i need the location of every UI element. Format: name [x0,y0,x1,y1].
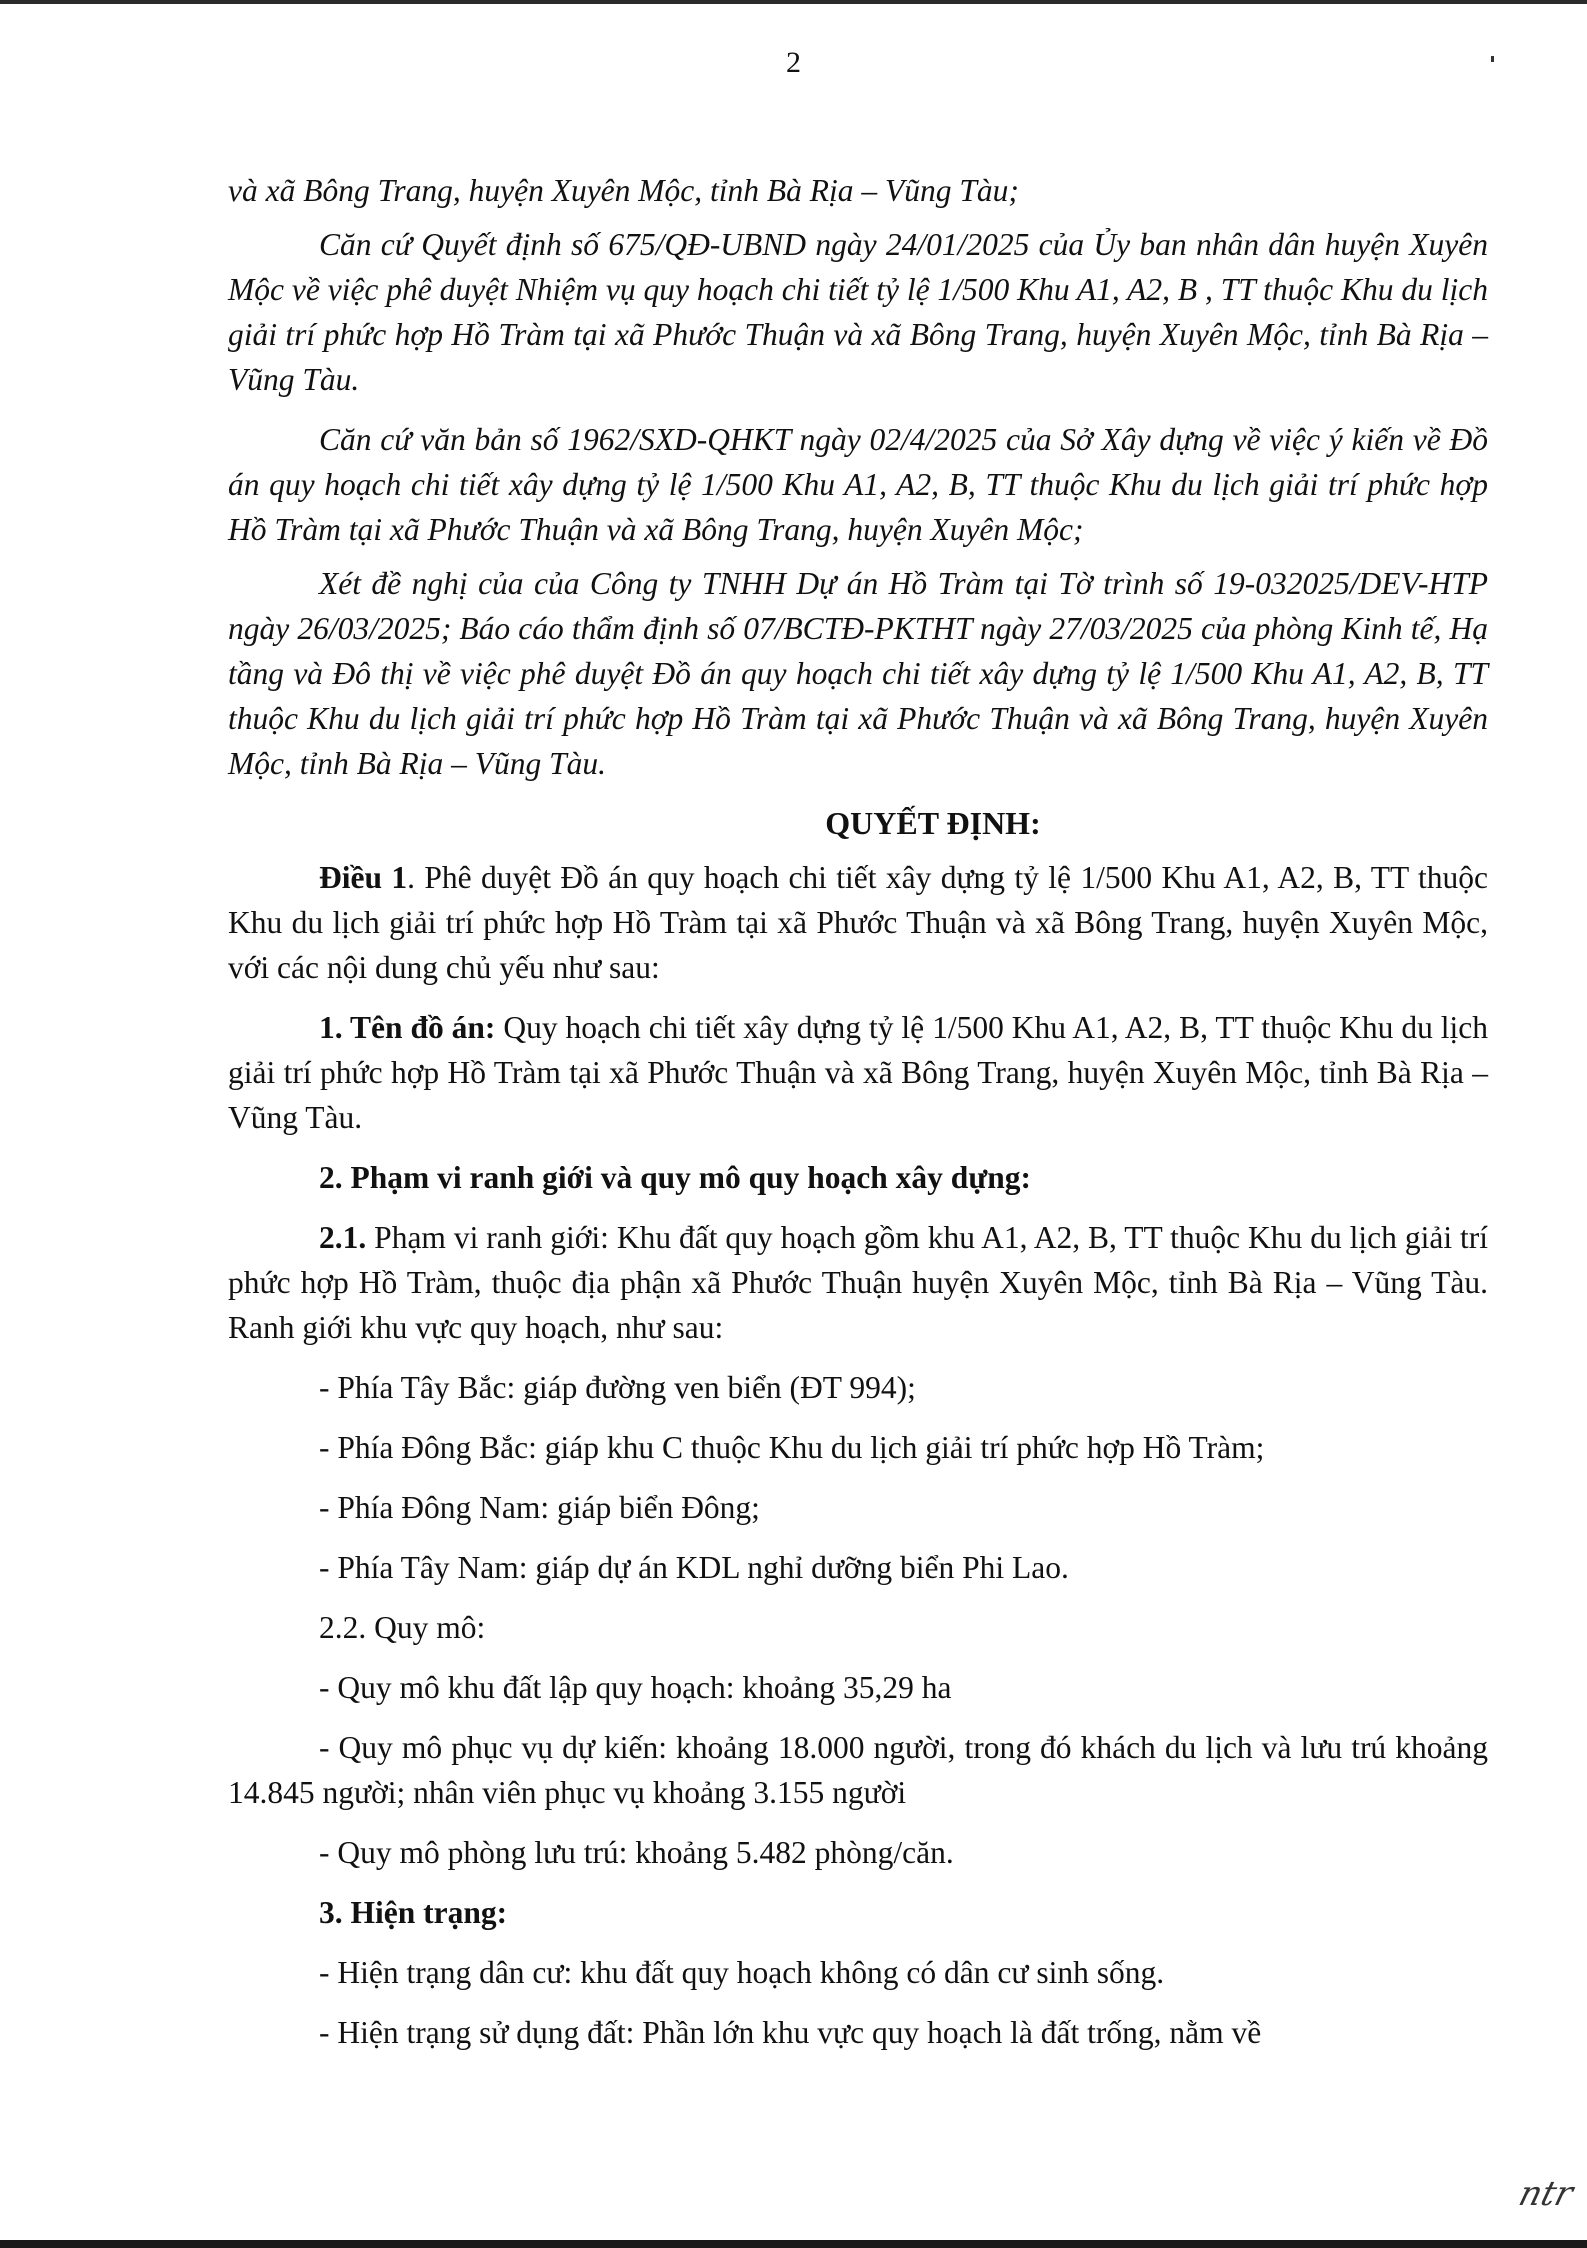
scan-speck [1491,56,1494,62]
consideration-paragraph: Xét đề nghị của của Công ty TNHH Dự án Hồ Tràm tại Tờ trình số 19-032025/DEV-HTP ngày 26/03/2025; Báo cáo thẩm định số 07/BCTĐ-PKTHT ngày 27/03/2025 của phòng Kinh tế, Hạ tầng và Đô thị về việc phê duyệt Đồ án quy hoạch chi tiết xây dựng tỷ lệ 1/500 Khu A1, A2, B, TT thuộc Khu du lịch giải trí phức hợp Hồ Tràm tại xã Phước Thuận và xã Bông Trang, huyện Xuyên Mộc, tỉnh Bà Rịa – Vũng Tàu. [228,566,1488,781]
boundary-northeast: - Phía Đông Bắc: giáp khu C thuộc Khu du lịch giải trí phức hợp Hồ Tràm; [319,1430,1265,1465]
boundary-northwest: - Phía Tây Bắc: giáp đường ven biển (ĐT 994); [319,1370,916,1405]
page-number: 2 [786,46,801,79]
document-body [228,168,1488,2055]
handwritten-initials: ntr [1514,2174,1578,2214]
section-2-heading: 2. Phạm vi ranh giới và quy mô quy hoạch xây dựng: [319,1160,1031,1195]
article-1-label: Điều 1 [319,860,408,895]
preamble-continuation: và xã Bông Trang, huyện Xuyên Mộc, tỉnh Bà Rịa – Vũng Tàu; [228,173,1019,208]
scale-land-area: - Quy mô khu đất lập quy hoạch: khoảng 35,29 ha [319,1670,952,1705]
article-1 [228,855,1488,990]
section-2-1-label: 2.1. [319,1220,367,1255]
scan-bottom-edge [0,2240,1587,2248]
section-1 [228,1005,1488,1140]
scan-top-edge [0,0,1587,4]
section-1-label: 1. Tên đồ án: [319,1010,496,1045]
section-2-2-heading: 2.2. Quy mô: [319,1610,486,1645]
legal-basis-1: Căn cứ Quyết định số 675/QĐ-UBND ngày 24/01/2025 của Ủy ban nhân dân huyện Xuyên Mộc về việc phê duyệt Nhiệm vụ quy hoạch chi tiết tỷ lệ 1/500 Khu A1, A2, B , TT thuộc Khu du lịch giải trí phức hợp Hồ Tràm tại xã Phước Thuận và xã Bông Trang, huyện Xuyên Mộc, tỉnh Bà Rịa – Vũng Tàu. [228,227,1488,397]
scale-rooms: - Quy mô phòng lưu trú: khoảng 5.482 phòng/căn. [319,1835,954,1870]
decision-heading: QUYẾT ĐỊNH: [825,805,1041,841]
scale-population: - Quy mô phục vụ dự kiến: khoảng 18.000 người, trong đó khách du lịch và lưu trú khoảng 14.845 người; nhân viên phục vụ khoảng 3.155 người [228,1730,1488,1810]
section-2-1 [228,1215,1488,1350]
boundary-southeast: - Phía Đông Nam: giáp biển Đông; [319,1490,760,1525]
section-2-1-text: Phạm vi ranh giới: Khu đất quy hoạch gồm khu A1, A2, B, TT thuộc Khu du lịch giải trí phức hợp Hồ Tràm, thuộc địa phận xã Phước Thuận huyện Xuyên Mộc, tỉnh Bà Rịa – Vũng Tàu. Ranh giới khu vực quy hoạch, như sau: [228,1220,1488,1345]
article-1-text: . Phê duyệt Đồ án quy hoạch chi tiết xây dựng tỷ lệ 1/500 Khu A1, A2, B, TT thuộc Khu du lịch giải trí phức hợp Hồ Tràm tại xã Phước Thuận và xã Bông Trang, huyện Xuyên Mộc, với các nội dung chủ yếu như sau: [228,860,1489,985]
current-land-use: - Hiện trạng sử dụng đất: Phần lớn khu vực quy hoạch là đất trống, nằm về [319,2015,1262,2050]
legal-basis-2: Căn cứ văn bản số 1962/SXD-QHKT ngày 02/4/2025 của Sở Xây dựng về việc ý kiến về Đồ án quy hoạch chi tiết xây dựng tỷ lệ 1/500 Khu A1, A2, B, TT thuộc Khu du lịch giải trí phức hợp Hồ Tràm tại xã Phước Thuận và xã Bông Trang, huyện Xuyên Mộc; [228,422,1488,547]
section-3-heading: 3. Hiện trạng: [319,1895,508,1930]
boundary-southwest: - Phía Tây Nam: giáp dự án KDL nghỉ dưỡng biển Phi Lao. [319,1550,1069,1585]
current-residents: - Hiện trạng dân cư: khu đất quy hoạch không có dân cư sinh sống. [319,1955,1165,1990]
section-1-text: Quy hoạch chi tiết xây dựng tỷ lệ 1/500 Khu A1, A2, B, TT thuộc Khu du lịch giải trí phức hợp Hồ Tràm tại xã Phước Thuận và xã Bông Trang, huyện Xuyên Mộc, tỉnh Bà Rịa – Vũng Tàu. [228,1010,1489,1135]
